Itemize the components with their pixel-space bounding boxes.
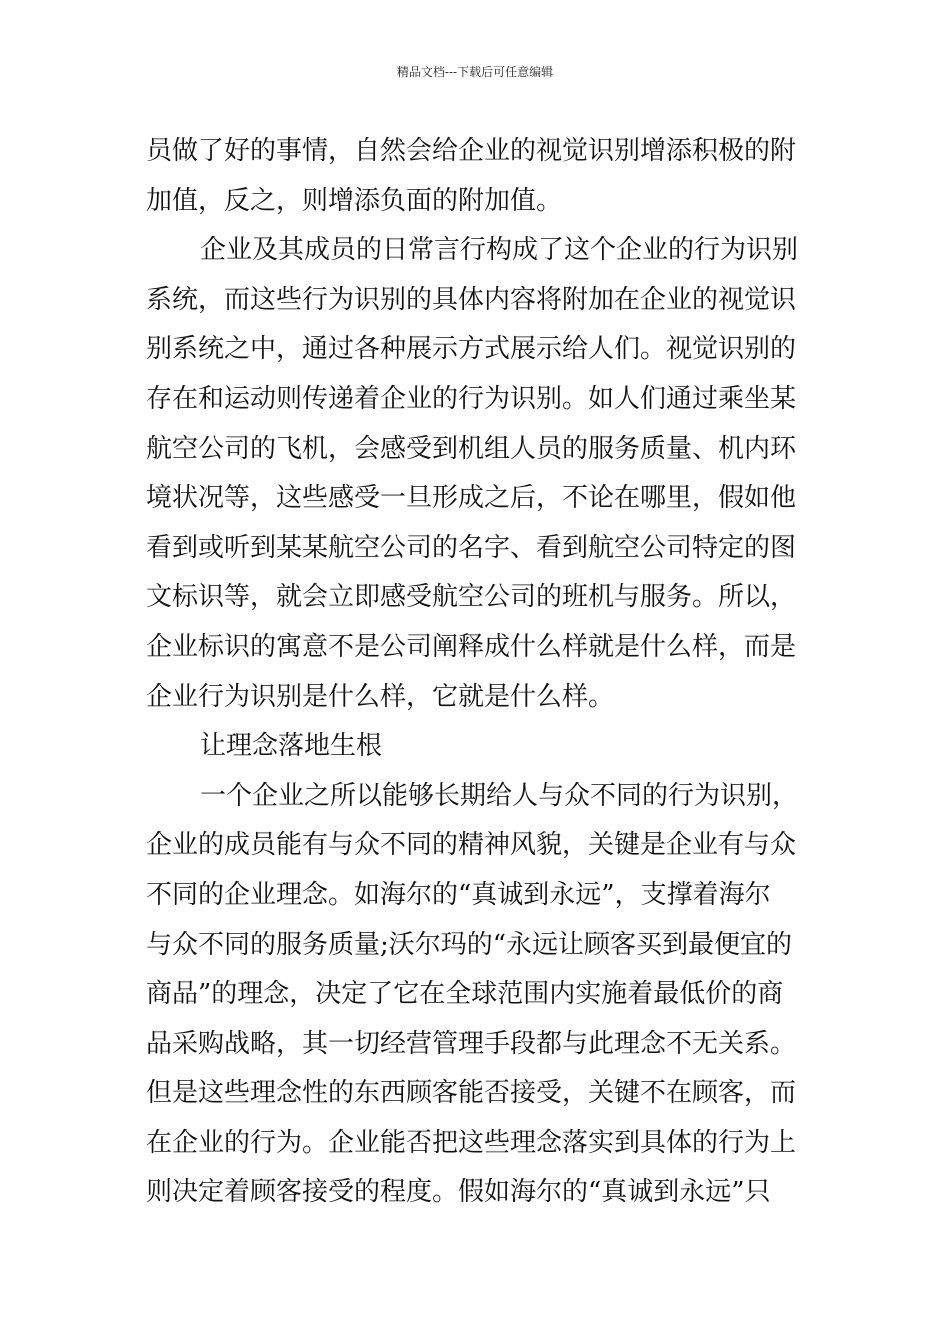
paragraph-start-line: 企业及其成员的日常言行构成了这个企业的行为识别: [200, 235, 799, 266]
text-line: 别系统之中，通过各种展示方式展示给人们。视觉识别的: [146, 334, 797, 365]
text-line: 企业标识的寓意不是公司阐释成什么样就是什么样，而是: [146, 631, 797, 662]
text-line: 加值，反之，则增添负面的附加值。: [146, 185, 563, 216]
text-line: 但是这些理念性的东西顾客能否接受，关键不在顾客，而: [146, 1078, 797, 1109]
text-line: 航空公司的飞机，会感受到机组人员的服务质量、机内环: [146, 433, 797, 464]
page-header: 精品文档---下载后可任意编辑: [396, 65, 554, 79]
text-line: 文标识等，就会立即感受航空公司的班机与服务。所以，: [146, 582, 797, 613]
body-text: [146, 127, 810, 1218]
text-line: 存在和运动则传递着企业的行为识别。如人们通过乘坐某: [146, 383, 797, 414]
text-line: 在企业的行为。企业能否把这些理念落实到具体的行为上: [146, 1127, 797, 1158]
text-line: 则决定着顾客接受的程度。假如海尔的“真诚到永远”只: [146, 1177, 771, 1208]
paragraph-start-line: 一个企业之所以能够长期给人与众不同的行为识别，: [200, 780, 799, 811]
text-line: 企业的成员能有与众不同的精神风貌，关键是企业有与众: [146, 830, 797, 861]
text-line: 员做了好的事情，自然会给企业的视觉识别增添积极的附: [146, 136, 797, 166]
text-line: 与众不同的服务质量;沃尔玛的“永远让顾客买到最便宜的: [146, 929, 793, 960]
text-line: 品采购战略，其一切经营管理手段都与此理念不无关系。: [146, 1028, 797, 1059]
text-line: 企业行为识别是什么样，它就是什么样。: [146, 681, 615, 712]
section-heading: 让理念落地生根: [200, 731, 383, 762]
text-line: 商品”的理念，决定了它在全球范围内实施着最低价的商: [146, 979, 784, 1010]
text-line: 看到或听到某某航空公司的名字、看到航空公司特定的图: [146, 532, 797, 563]
text-line: 境状况等，这些感受一旦形成之后，不论在哪里，假如他: [146, 483, 797, 514]
text-line: 系统，而这些行为识别的具体内容将附加在企业的视觉识: [146, 284, 797, 315]
text-line: 不同的企业理念。如海尔的“真诚到永远”，支撑着海尔: [146, 879, 771, 910]
